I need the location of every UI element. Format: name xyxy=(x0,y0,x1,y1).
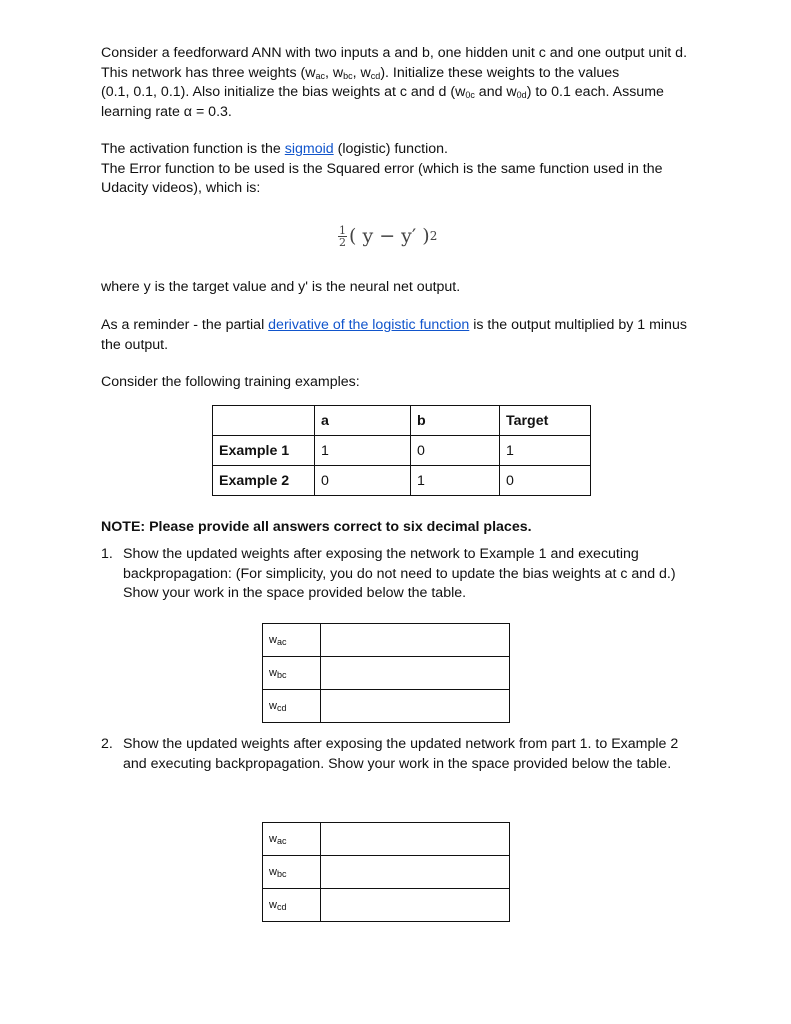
intro-line-3: (0.1, 0.1, 0.1). Also initialize the bias weights at c and d ($w_{0c}$ and $w_{0d}$) to 0.1 each. Assume xyxy=(101,84,664,100)
table-cell: 0 xyxy=(315,466,411,496)
header-cell: b xyxy=(411,406,500,436)
weight-answer-cell[interactable] xyxy=(321,856,510,889)
header-cell: a xyxy=(315,406,411,436)
weight-label: $w_{bc}$ xyxy=(263,856,321,889)
table-row xyxy=(213,466,591,496)
intro-line-2: This network has three weights ($w_{ac}$, $w_{bc}$, $w_{cd}$). Initialize these weights to the values xyxy=(101,64,620,81)
table-row xyxy=(263,823,510,856)
q1-weights-table xyxy=(262,623,510,723)
q1-number: 1. xyxy=(101,546,113,562)
weight-label: $w_{cd}$ xyxy=(263,690,321,723)
q2-number: 2. xyxy=(101,736,113,752)
activation-paragraph xyxy=(101,140,701,199)
note-text: NOTE: Please provide all answers correct to six decimal places. xyxy=(101,519,532,535)
table-cell: 1 xyxy=(315,436,411,466)
header-cell: Target xyxy=(500,406,591,436)
q2-text: Show the updated weights after exposing the updated network from part 1. to Example 2 and executing backpropagation. Show your work in the space provided below the table. xyxy=(123,736,679,772)
intro-line-4: learning rate α = 0.3. xyxy=(101,103,232,120)
error-line-1: The Error function to be used is the Squared error (which is the same function used in the xyxy=(101,160,663,177)
row-label: Example 1 xyxy=(213,436,315,466)
header-cell xyxy=(213,406,315,436)
table-row xyxy=(263,856,510,889)
reminder-line-2: the output. xyxy=(101,336,169,353)
sigmoid-link[interactable]: sigmoid xyxy=(284,141,334,157)
squared-error-formula xyxy=(338,216,437,256)
where-text: where y is the target value and y' is the neural net output. xyxy=(101,279,461,295)
weight-label: $w_{ac}$ xyxy=(263,624,321,657)
formula-body: ( y − y′ ) xyxy=(349,225,430,247)
q1-text: Show the updated weights after exposing the network to Example 1 and executing backpropagation: (For simplicity, you do not need to update the bias weights at c and d.) Show your work in the space provided below the table. xyxy=(123,546,676,601)
table-row xyxy=(213,436,591,466)
table-row xyxy=(263,624,510,657)
table-row xyxy=(263,657,510,690)
weight-answer-cell[interactable] xyxy=(321,823,510,856)
table-cell: 0 xyxy=(411,436,500,466)
formula-exponent: 2 xyxy=(429,229,438,243)
table-row xyxy=(263,889,510,922)
weight-answer-cell[interactable] xyxy=(321,690,510,723)
logistic-derivative-link[interactable]: derivative of the logistic function xyxy=(268,317,470,333)
table-header-row xyxy=(213,406,591,436)
weight-label: $w_{ac}$ xyxy=(263,823,321,856)
row-label: Example 2 xyxy=(213,466,315,496)
table-cell: 1 xyxy=(500,436,591,466)
reminder-line-1: As a reminder - the partial derivative of the logistic function is the output multiplied by 1 minus xyxy=(101,317,687,333)
intro-paragraph xyxy=(101,44,701,122)
q2-weights-table xyxy=(262,822,510,922)
one-half-fraction: $\frac{1}{2}$ xyxy=(339,223,346,249)
weight-label: $w_{bc}$ xyxy=(263,657,321,690)
table-cell: 0 xyxy=(500,466,591,496)
training-examples-table xyxy=(212,405,591,496)
error-line-2: Udacity videos), which is: xyxy=(101,180,261,196)
weight-answer-cell[interactable] xyxy=(321,889,510,922)
weight-label: $w_{cd}$ xyxy=(263,889,321,922)
activation-line: The activation function is the sigmoid (logistic) function. xyxy=(101,141,448,157)
reminder-paragraph xyxy=(101,316,701,355)
weight-answer-cell[interactable] xyxy=(321,624,510,657)
training-intro: Consider the following training examples: xyxy=(101,374,360,390)
intro-line-1: Consider a feedforward ANN with two inputs a and b, one hidden unit c and one output unit d. xyxy=(101,45,688,61)
table-cell: 1 xyxy=(411,466,500,496)
weight-answer-cell[interactable] xyxy=(321,657,510,690)
table-row xyxy=(263,690,510,723)
